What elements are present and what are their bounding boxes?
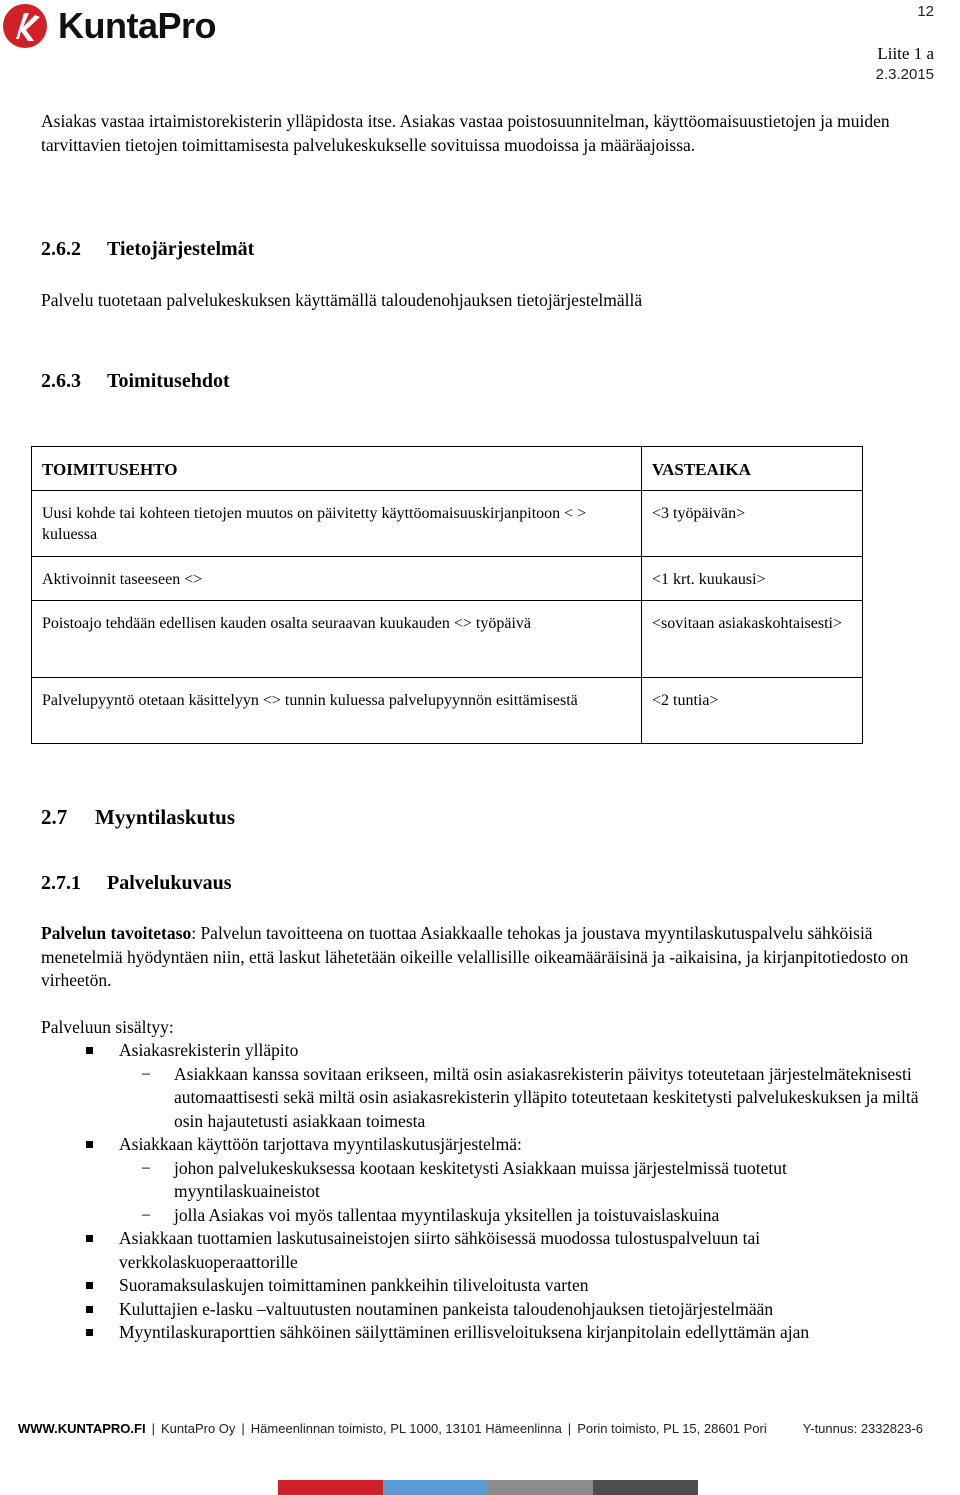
sub-list-item-text: johon palvelukeskuksessa kootaan keskitetysti Asiakkaan muissa järjestelmissä tuotetut myyntilaskuaineistot: [174, 1157, 787, 1201]
table-cell: Uusi kohde tai kohteen tietojen muutos on päivitetty käyttöomaisuuskirjanpitoon < > kuluessa: [32, 491, 642, 557]
goal-label: Palvelun tavoitetaso: [41, 923, 192, 943]
section-title: Tietojärjestelmät: [107, 238, 255, 260]
sub-list-item: [119, 1157, 936, 1204]
list-item: [41, 1227, 936, 1274]
dash-bullet: −: [141, 1157, 151, 1178]
header-date: 2.3.2015: [875, 66, 934, 83]
footer-separator: |: [567, 1421, 572, 1436]
intro-paragraph: Asiakas vastaa irtaimistorekisterin ylläpidosta itse. Asiakas vastaa poistosuunnitelman, käyttöomaisuustietojen ja muiden tarvittavien tietojen toimittamisesta palvelukeskukselle sovituissa muodoissa ja määräajoissa.: [41, 111, 890, 155]
section-heading-262: [41, 238, 254, 261]
list-item-text: Asiakasrekisterin ylläpito: [119, 1040, 299, 1060]
footer-business-id: Y-tunnus: 2332823-6: [802, 1421, 923, 1436]
footer-company: KuntaPro Oy: [160, 1421, 236, 1436]
table-cell: <sovitaan asiakaskohtaisesti>: [642, 601, 863, 678]
attachment-label: Liite 1 a: [877, 44, 934, 63]
footer-bar-gray: [488, 1480, 593, 1495]
footer-website[interactable]: WWW.KUNTAPRO.FI: [18, 1421, 146, 1436]
footer-bar-red: [278, 1480, 383, 1495]
table-cell: <3 työpäivän>: [642, 491, 863, 557]
column-header: VASTEAIKA: [642, 447, 863, 491]
section-number: 2.7.1: [41, 872, 81, 894]
table-row: [32, 491, 863, 557]
list-item-text: Asiakkaan tuottamien laskutusaineistojen siirto sähköisessä muodossa tulostuspalveluun tai verkkolaskuoperaattorille: [119, 1228, 761, 1272]
footer: [18, 1421, 923, 1436]
square-bullet: [86, 1235, 93, 1242]
list-item: [41, 1298, 936, 1322]
logo: [2, 3, 216, 49]
table-cell: <2 tuntia>: [642, 678, 863, 744]
section-number: 2.6.2: [41, 238, 81, 260]
table-row: [32, 557, 863, 601]
square-bullet: [86, 1047, 93, 1054]
column-header: TOIMITUSEHTO: [32, 447, 642, 491]
square-bullet: [86, 1329, 93, 1336]
footer-office-pori: Porin toimisto, PL 15, 28601 Pori: [577, 1421, 767, 1436]
list-item: [41, 1039, 936, 1133]
sub-list-item-text: jolla Asiakas voi myös tallentaa myyntilaskuja yksitellen ja toistuvaislaskuina: [174, 1204, 720, 1225]
section-heading-263: [41, 370, 230, 393]
includes-label: Palveluun sisältyy:: [41, 1017, 174, 1037]
section-heading-27: [41, 805, 235, 830]
sub-list-item: [119, 1204, 936, 1228]
square-bullet: [86, 1306, 93, 1313]
page-number: 12: [917, 3, 934, 20]
footer-bar-blue: [383, 1480, 488, 1495]
goal-paragraph: [41, 922, 936, 993]
section-number: 2.6.3: [41, 370, 81, 392]
list-item-text: Asiakkaan käyttöön tarjottava myyntilaskutusjärjestelmä:: [119, 1134, 522, 1154]
table-cell: Aktivoinnit taseeseen <>: [32, 557, 642, 601]
includes-list: [41, 1039, 936, 1345]
table-row: [32, 678, 863, 744]
table-cell: <1 krt. kuukausi>: [642, 557, 863, 601]
sub-list-item-text: Asiakkaan kanssa sovitaan erikseen, miltä osin asiakasrekisterin päivitys toteutetaan järjestelmäteknisesti automaattisesti sekä miltä osin asiakasrekisterin ylläpito toteutetaan keskitetysti palvelukeskuksen ja miltä osin hajautetusti asiakkaan toimesta: [174, 1063, 919, 1131]
square-bullet: [86, 1141, 93, 1148]
table-header-row: [32, 447, 863, 491]
logo-text: KuntaPro: [58, 5, 216, 46]
footer-separator: |: [151, 1421, 155, 1436]
list-item-text: Suoramaksulaskujen toimittaminen pankkeihin tiliveloitusta varten: [119, 1275, 589, 1295]
kuntapro-logo-icon: [2, 3, 50, 49]
dash-bullet: −: [141, 1063, 151, 1084]
section-number: 2.7: [41, 805, 68, 829]
footer-office-hameenlinna: Hämeenlinnan toimisto, PL 1000, 13101 Hämeenlinna: [250, 1421, 562, 1436]
footer-separator: |: [241, 1421, 245, 1436]
sub-list-item: [119, 1063, 936, 1134]
section-262-text: Palvelu tuotetaan palvelukeskuksen käyttämällä taloudenohjauksen tietojärjestelmällä: [41, 290, 643, 310]
list-item-text: Kuluttajien e-lasku –valtuutusten noutaminen pankeista taloudenohjauksen tietojärjestelmään: [119, 1298, 774, 1319]
goal-text: : Palvelun tavoitteena on tuottaa Asiakkaalle tehokas ja joustava myyntilaskutuspalvelu sähköisiä menetelmiä hyödyntäen niin, että laskut lähetetään oikeille velallisille oikeamääräisinä ja -aikaisina, ja kirjanpitotiedosto on virheetön.: [41, 923, 909, 990]
section-title: Myyntilaskutus: [95, 805, 236, 829]
section-title: Toimitusehdot: [107, 370, 230, 392]
dash-bullet: −: [141, 1204, 151, 1225]
list-item: [41, 1321, 936, 1345]
list-item: [41, 1133, 936, 1227]
section-heading-271: [41, 872, 231, 895]
table-cell: Poistoajo tehdään edellisen kauden osalta seuraavan kuukauden <> työpäivä: [32, 601, 642, 678]
list-item: [41, 1274, 936, 1298]
list-item-text: Myyntilaskuraporttien sähköinen säilyttäminen erillisveloituksena kirjanpitolain edellyttämän ajan: [119, 1322, 810, 1342]
footer-bar-dark: [593, 1480, 698, 1495]
delivery-terms-table: [31, 446, 863, 744]
table-cell: Palvelupyyntö otetaan käsittelyyn <> tunnin kuluessa palvelupyynnön esittämisestä: [32, 678, 642, 744]
square-bullet: [86, 1282, 93, 1289]
table-row: [32, 601, 863, 678]
section-title: Palvelukuvaus: [107, 872, 232, 894]
